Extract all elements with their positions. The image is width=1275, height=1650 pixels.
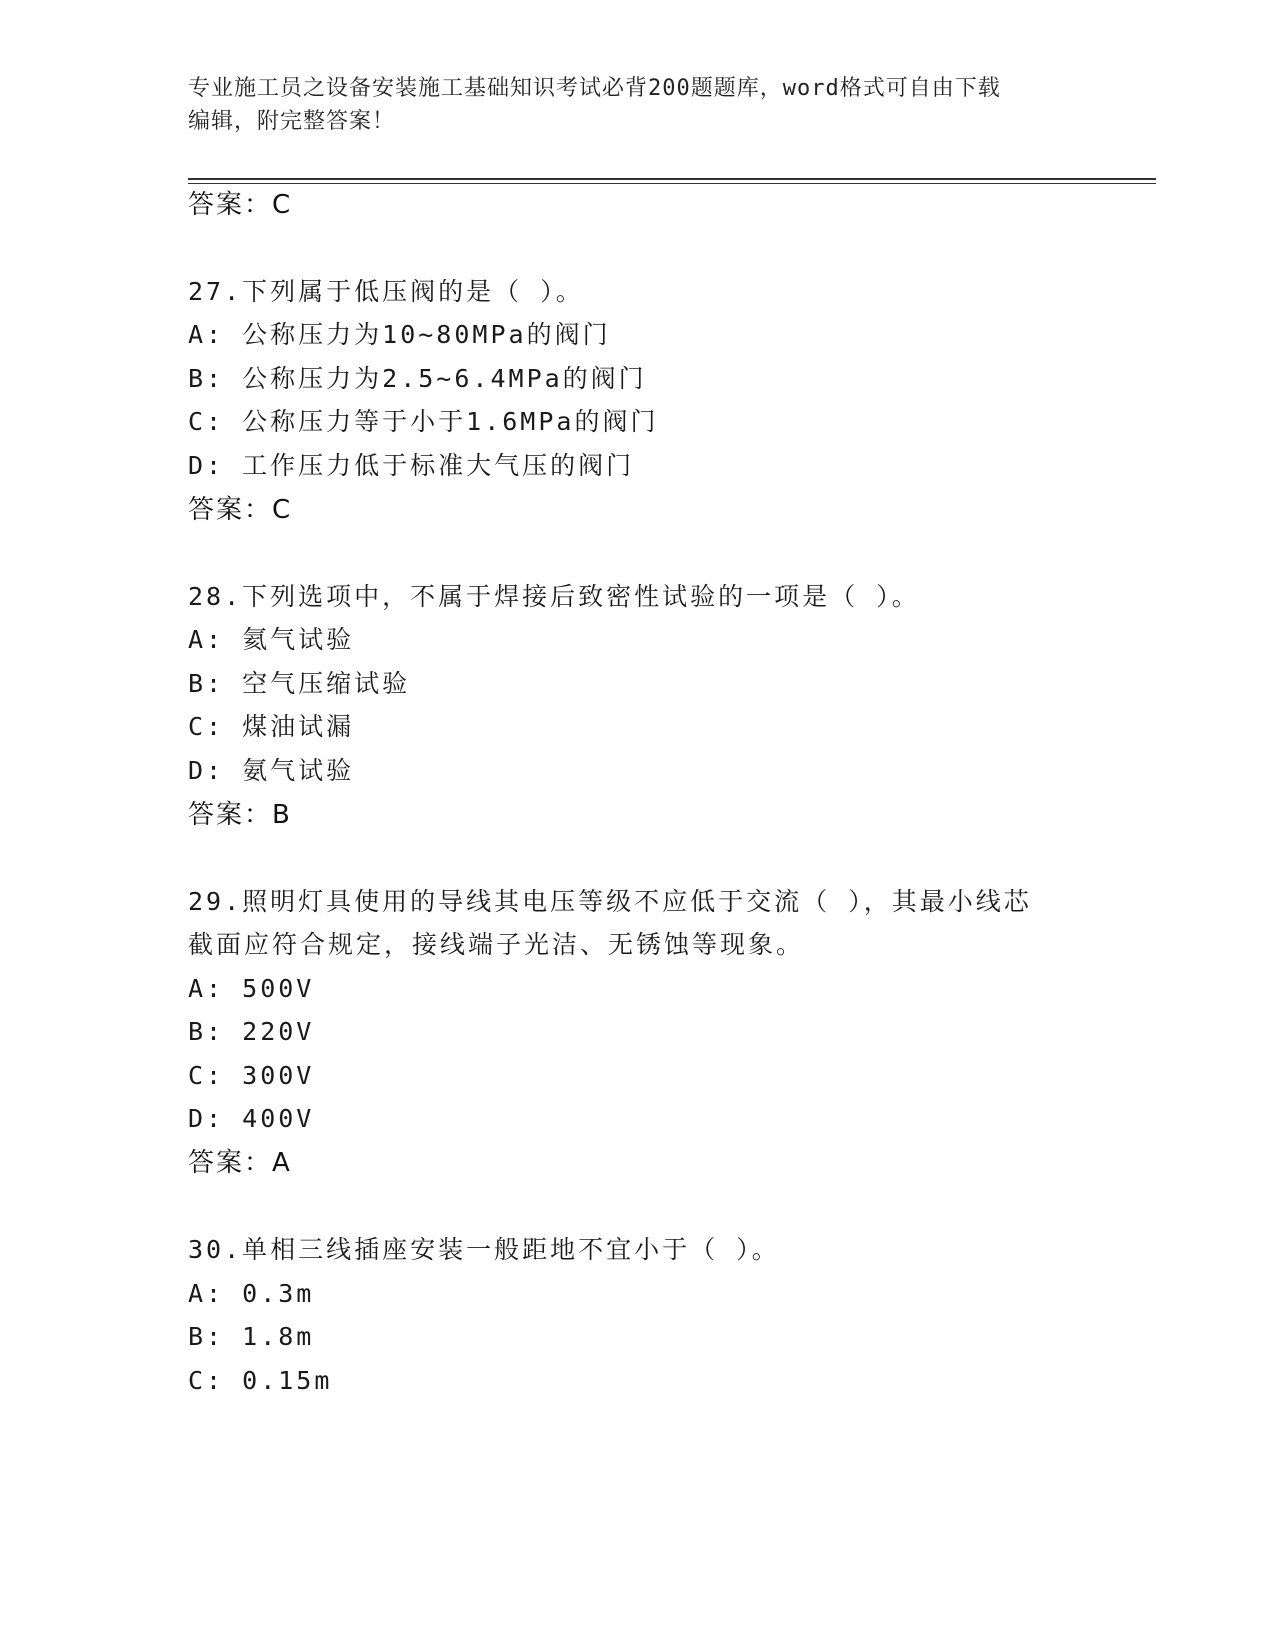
option-b: B: 公称压力为2.5~6.4MPa的阀门: [188, 364, 647, 393]
option-a: A: 氦气试验: [188, 625, 355, 654]
question-stem-line-2: 截面应符合规定，接线端子光洁、无锈蚀等现象。: [188, 930, 805, 959]
question-stem: 28.下列选项中，不属于焊接后致密性试验的一项是（ ）。: [188, 582, 920, 611]
option-b: B: 空气压缩试验: [188, 669, 411, 698]
question-stem: 27.下列属于低压阀的是（ ）。: [188, 277, 584, 306]
previous-answer: 答案：C: [188, 190, 293, 220]
option-b: B: 220V: [188, 1017, 315, 1046]
option-d: D: 400V: [188, 1104, 315, 1133]
question-stem: 30.单相三线插座安装一般距地不宜小于（ ）。: [188, 1235, 780, 1264]
option-c: C: 公称压力等于小于1.6MPa的阀门: [188, 407, 659, 436]
option-d: D: 工作压力低于标准大气压的阀门: [188, 451, 635, 480]
header-line-1: 专业施工员之设备安装施工基础知识考试必背200题题库，word格式可自由下载: [188, 76, 1001, 101]
answer: 答案：B: [188, 800, 292, 830]
question-stem-line-1: 29.照明灯具使用的导线其电压等级不应低于交流（ ），其最小线芯: [188, 887, 1032, 916]
header-line-2: 编辑，附完整答案！: [188, 109, 396, 134]
option-c: C: 300V: [188, 1061, 315, 1090]
document-header: [188, 72, 1068, 138]
header-divider-thick: [188, 178, 1156, 180]
option-a: A: 0.3m: [188, 1279, 315, 1308]
header-divider-thin: [188, 183, 1156, 184]
option-c: C: 0.15m: [188, 1366, 333, 1395]
option-b: B: 1.8m: [188, 1322, 315, 1351]
option-a: A: 500V: [188, 974, 315, 1003]
option-c: C: 煤油试漏: [188, 712, 355, 741]
option-a: A: 公称压力为10~80MPa的阀门: [188, 320, 611, 349]
answer: 答案：C: [188, 495, 293, 525]
option-d: D: 氨气试验: [188, 756, 355, 785]
answer: 答案：A: [188, 1148, 292, 1178]
